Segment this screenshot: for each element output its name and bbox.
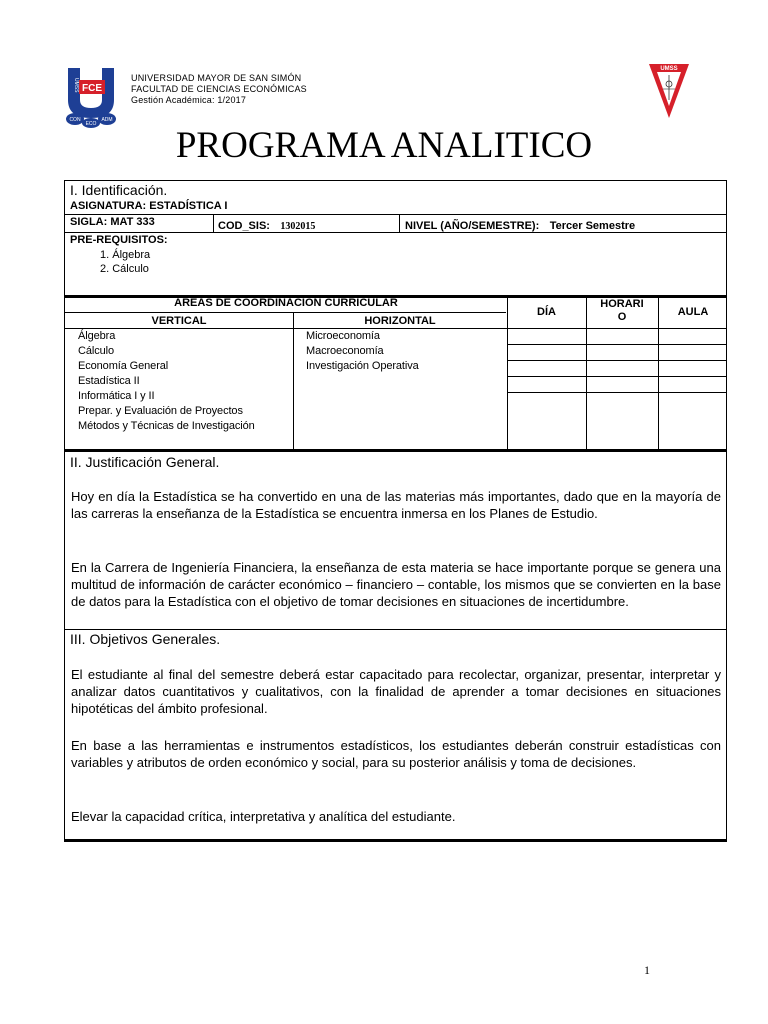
areas-header: AREAS DE COORDINACION CURRICULAR: [174, 297, 398, 309]
objetivos-heading: III. Objetivos Generales.: [70, 631, 221, 647]
cod-sis-value: 1302015: [280, 221, 316, 232]
justificacion-paragraph: Hoy en día la Estadística se ha convertido en una de las materias más importantes, dado que en la mayoría de las carreras la enseñanza de la Estadística se encuentra inmersa en los Planes de Estudio.: [71, 489, 721, 521]
list-item: Economía General: [78, 360, 169, 372]
objetivos-paragraph: El estudiante al final del semestre deberá estar capacitado para recolectar, organizar, presentar, interpretar y analizar datos cuantitativos y cualitativos, con la finalidad de aprender a tomar decisiones en situaciones hipotéticas del ámbito profesional.: [71, 667, 721, 716]
prerequisito-item: 1. Álgebra: [100, 249, 151, 261]
institution-header: [131, 73, 307, 106]
list-item: Álgebra: [78, 330, 116, 342]
objetivos-paragraph: Elevar la capacidad crítica, interpretativa y analítica del estudiante.: [71, 809, 456, 824]
svg-text:CON: CON: [69, 117, 81, 123]
page-title: PROGRAMA ANALITICO: [175, 125, 593, 166]
objetivos-paragraph: En base a las herramientas e instrumentos estadísticos, los estudiantes deberán construir estadísticas con variables y atributos de orden económico y social, para su posterior análisis y toma de decisiones.: [71, 738, 721, 770]
nivel-label: NIVEL (AÑO/SEMESTRE):: [405, 220, 540, 232]
sigla: SIGLA: MAT 333: [70, 216, 155, 228]
aula-header: AULA: [677, 306, 709, 318]
svg-text:ECO: ECO: [85, 121, 97, 127]
horario-header: HORARI O: [600, 298, 644, 323]
list-item: Informática I y II: [78, 390, 155, 402]
svg-text:UMSS: UMSS: [73, 78, 79, 93]
university-name: UNIVERSIDAD MAYOR DE SAN SIMÓN: [131, 73, 302, 83]
list-item: Métodos y Técnicas de Investigación: [78, 420, 255, 432]
prerequisitos-label: PRE-REQUISITOS:: [70, 234, 168, 246]
list-item: Cálculo: [78, 345, 114, 357]
list-item: Prepar. y Evaluación de Proyectos: [78, 405, 243, 417]
asignatura: ASIGNATURA: ESTADÍSTICA I: [70, 200, 228, 212]
list-item: Investigación Operativa: [306, 360, 419, 372]
dia-header: DÍA: [537, 306, 556, 318]
justificacion-heading: II. Justificación General.: [70, 454, 220, 470]
page-number: 1: [644, 963, 650, 977]
list-item: Microeconomía: [306, 330, 380, 342]
justificacion-paragraph: En la Carrera de Ingeniería Financiera, la enseñanza de esta materia se hace importante porque se genera una multitud de información de carácter económico – financiero – contable, los mismos que se convierten en la base de datos para la Estadística con el objetivo de tomar decisiones en situaciones de incertidumbre.: [71, 560, 721, 609]
prerequisito-item: 2. Cálculo: [100, 263, 149, 275]
list-item: Estadística II: [78, 375, 140, 387]
nivel-value: Tercer Semestre: [549, 220, 636, 232]
fce-logo: [64, 66, 118, 128]
horizontal-header: HORIZONTAL: [364, 315, 436, 327]
svg-text:FCE: FCE: [82, 83, 102, 94]
program-table: [64, 180, 727, 842]
cod-sis-label: COD_SIS:: [218, 220, 270, 232]
umss-logo: [648, 62, 690, 120]
svg-text:ADM: ADM: [101, 117, 113, 123]
list-item: Macroeconomía: [306, 345, 384, 357]
gestion-academica: Gestión Académica: 1/2017: [131, 95, 247, 105]
svg-text:UMSS: UMSS: [660, 66, 678, 72]
faculty-name: FACULTAD DE CIENCIAS ECONÓMICAS: [131, 84, 307, 94]
identificacion-heading: I. Identificación.: [70, 182, 168, 198]
vertical-header: VERTICAL: [151, 315, 207, 327]
